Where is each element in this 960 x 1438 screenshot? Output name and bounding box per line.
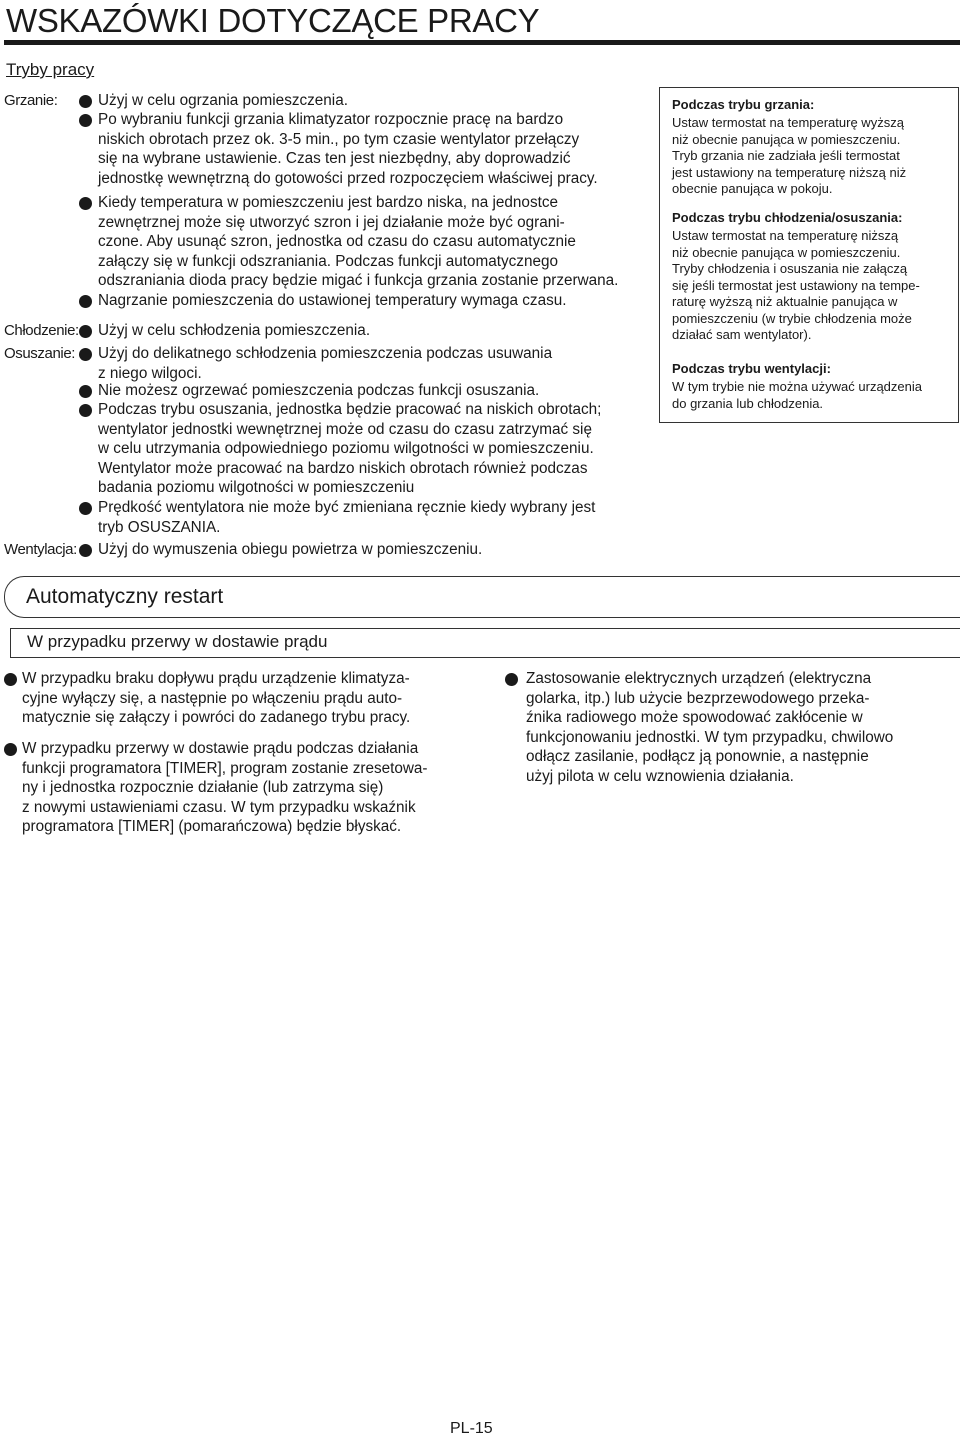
page-number: PL-15 xyxy=(450,1420,493,1437)
bullet-icon xyxy=(79,114,92,127)
bullet-icon xyxy=(79,404,92,417)
restart-banner-title: Automatyczny restart xyxy=(26,585,224,608)
side-cooling-text: Ustaw termostat na temperaturę niższą niż obecnie panująca w pomieszczeniu. Tryby chłodzenia i osuszania nie załączą się jeśli termostat jest ustawiony na tempe- raturę wyższą niż aktualnie panująca w pomieszczeniu (w trybie chłodzenia może działać sam wentylator). xyxy=(672,228,920,342)
bullet-icon xyxy=(4,743,17,756)
heating-bullet-1: Użyj w celu ogrzania pomieszczenia. xyxy=(98,92,348,109)
section-title: Tryby pracy xyxy=(6,60,95,79)
side-heating-title: Podczas trybu grzania: xyxy=(672,97,815,112)
side-fan-title: Podczas trybu wentylacji: xyxy=(672,361,831,376)
cooling-bullet-1: Użyj w celu schłodzenia pomieszczenia. xyxy=(98,322,371,339)
heating-bullet-4: Nagrzanie pomieszczenia do ustawionej temperatury wymaga czasu. xyxy=(98,292,567,309)
bullet-icon xyxy=(79,385,92,398)
page-title: WSKAZÓWKI DOTYCZĄCE PRACY xyxy=(6,2,540,39)
bullet-icon xyxy=(79,197,92,210)
side-cooling-title: Podczas trybu chłodzenia/osuszania: xyxy=(672,210,903,225)
restart-right-bullet-1: Zastosowanie elektrycznych urządzeń (elektryczna golarka, itp.) lub użycie bezprzewodowego przeka- źnika radiowego może spowodować zakłócenie w funkcjonowaniu jednostki. W tym przypadku, chwilowo odłącz zasilanie, podłącz ją ponownie, a następnie użyj pilota w celu wznowienia działania. xyxy=(526,670,894,785)
dry-bullet-3: Podczas trybu osuszania, jednostka będzie pracować na niskich obrotach; wentylator jednostki wewnętrznej może od czasu do czasu zatrzymać się w celu utrzymania odpowiedniego poziomu wilgotności w pomieszczeniu. Wentylator może pracować na bardzo niskich obrotach również podczas badania poziomu wilgotności w pomieszczeniu xyxy=(98,401,602,496)
heating-label: Grzanie: xyxy=(4,92,58,109)
bullet-icon xyxy=(79,95,92,108)
title-rule xyxy=(4,40,960,45)
cooling-label: Chłodzenie: xyxy=(4,322,79,339)
restart-left-bullet-2: W przypadku przerwy w dostawie prądu podczas działania funkcji programatora [TIMER], program zostanie zresetowa- ny i jednostka rozpocznie działanie (lub zatrzyma się) z nowymi ustawieniami czasu. W tym przypadku wskaźnik programatora [TIMER] (pomarańczowa) będzie błyskać. xyxy=(22,740,428,836)
heating-bullet-2: Po wybraniu funkcji grzania klimatyzator rozpocznie pracę na bardzo niskich obrotach przez ok. 3-5 min., po tym czasie wentylator przełączy się na wybrane ustawienie. Czas ten jest niezbędny, aby doprowadzić jednostkę wewnętrzną do gotowości przed rozpoczęciem właściwej pracy. xyxy=(98,111,598,187)
dry-bullet-4: Prędkość wentylatora nie może być zmieniana ręcznie kiedy wybrany jest tryb OSUSZANIA. xyxy=(98,499,596,536)
bullet-icon xyxy=(79,502,92,515)
side-heating-text: Ustaw termostat na temperaturę wyższą niż obecnie panująca w pomieszczeniu. Tryb grzania nie zadziała jeśli termostat jest ustawiony na temperaturę niższą niż obecnie panująca w pokoju. xyxy=(672,115,907,196)
bullet-icon xyxy=(79,348,92,361)
dry-bullet-1: Użyj do delikatnego schłodzenia pomieszczenia podczas usuwania z niego wilgoci. xyxy=(98,345,553,382)
bullet-icon xyxy=(505,673,518,686)
power-outage-title: W przypadku przerwy w dostawie prądu xyxy=(27,632,328,651)
bullet-icon xyxy=(79,325,92,338)
bullet-icon xyxy=(79,295,92,308)
bullet-icon xyxy=(4,673,17,686)
heating-bullet-3: Kiedy temperatura w pomieszczeniu jest bardzo niska, na jednostce zewnętrznej może się utworzyć szron i jej działanie może być ograni- czone. Aby usunąć szron, jednostka od czasu do czasu automatycznie załączy się w funkcji odszraniania. Podczas funkcji automatycznego odszraniania dioda pracy będzie migać i funkcja grzania zostanie przerwana. xyxy=(98,194,619,289)
fan-bullet-1: Użyj do wymuszenia obiegu powietrza w pomieszczeniu. xyxy=(98,541,483,558)
fan-label: Wentylacja: xyxy=(4,541,77,558)
bullet-icon xyxy=(79,544,92,557)
restart-left-bullet-1: W przypadku braku dopływu prądu urządzenie klimatyza- cyjne wyłączy się, a następnie po włączeniu prądu auto- matycznie się załączy i powróci do zadanego trybu pracy. xyxy=(22,670,411,727)
dry-label: Osuszanie: xyxy=(4,345,76,362)
side-fan-text: W tym trybie nie można używać urządzenia do grzania lub chłodzenia. xyxy=(672,379,922,411)
dry-bullet-2: Nie możesz ogrzewać pomieszczenia podczas funkcji osuszania. xyxy=(98,382,540,399)
